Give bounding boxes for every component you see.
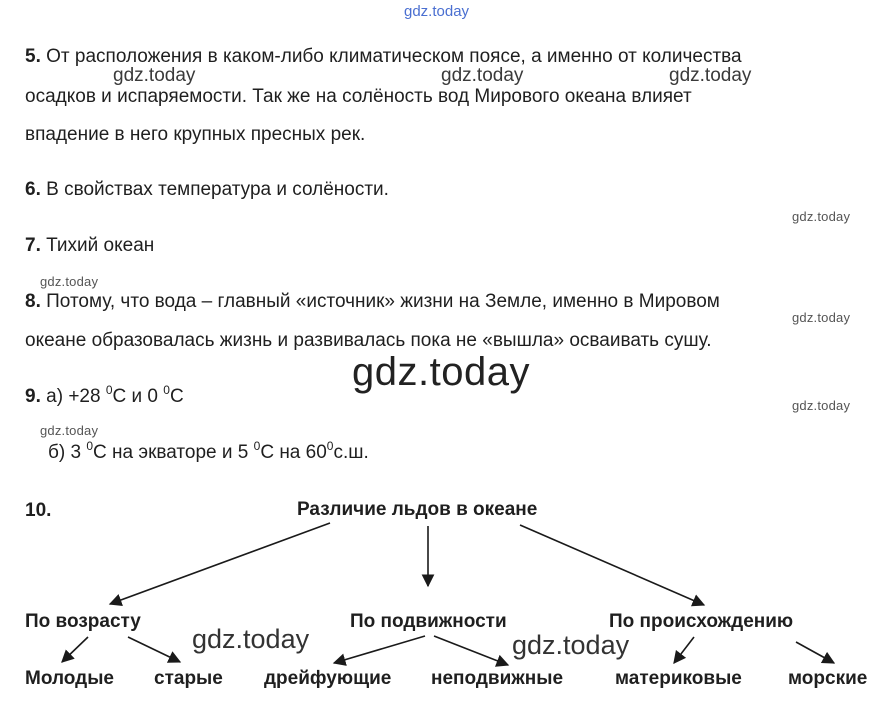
answer-7-text: Тихий океан <box>46 235 155 256</box>
degree-sup: 0 <box>326 438 334 453</box>
answer-8-number: 8. <box>25 291 41 312</box>
diagram-root: Различие льдов в океане <box>297 499 538 520</box>
arrow-mobility-to-drifting <box>334 636 425 663</box>
watermark: gdz.today <box>192 624 310 654</box>
arrow-root-to-age <box>110 523 330 604</box>
answer-9-number: 9. <box>25 386 41 407</box>
degree-sup: 0 <box>253 438 261 453</box>
leaf-young: Молодые <box>25 668 114 689</box>
watermark: gdz.today <box>441 65 524 86</box>
arrow-origin-to-sea <box>796 642 834 663</box>
arrow-age-to-young <box>62 637 88 662</box>
answer-9b-prefix: б) 3 <box>48 442 87 463</box>
answer-6-text: В свойствах температура и солёности. <box>46 179 389 200</box>
watermark-top: gdz.today <box>404 3 470 20</box>
watermark: gdz.today <box>40 423 99 438</box>
watermark: gdz.today <box>669 65 752 86</box>
watermark: gdz.today <box>792 209 851 224</box>
answer-9a-end: С <box>169 386 184 407</box>
answer-5-line3: впадение в него крупных пресных рек. <box>25 124 366 145</box>
leaf-drifting: дрейфующие <box>264 668 392 689</box>
leaf-fixed: неподвижные <box>431 668 564 689</box>
answer-9b-end: с.ш. <box>333 442 369 463</box>
degree-sup: 0 <box>105 382 113 397</box>
leaf-continental: материковые <box>615 668 742 689</box>
answer-8-line2: океане образовалась жизнь и развивалась пока не «вышла» осваивать сушу. <box>25 330 712 351</box>
answer-9a-mid: С и 0 <box>112 386 164 407</box>
answer-9b-mid1: С на экваторе и 5 <box>93 442 254 463</box>
arrow-origin-to-continental <box>674 637 694 663</box>
answer-9b-mid2: С на 60 <box>260 442 327 463</box>
watermark: gdz.today <box>512 630 630 660</box>
answer-7-number: 7. <box>25 235 41 256</box>
answer-5-line2: осадков и испаряемости. Так же на солёность вод Мирового океана влияет <box>25 86 692 107</box>
arrow-age-to-old <box>128 637 180 662</box>
answer-9a-prefix: а) +28 <box>46 386 106 407</box>
answer-5-number: 5. <box>25 46 41 67</box>
branch-origin: По происхождению <box>609 611 794 632</box>
branch-mobility: По подвижности <box>350 611 507 632</box>
watermark: gdz.today <box>792 310 851 325</box>
answer-8-text: Потому, что вода – главный «источник» жизни на Земле, именно в Мировом <box>46 291 720 312</box>
answer-10-number: 10. <box>25 500 52 521</box>
branch-age: По возрасту <box>25 611 141 632</box>
arrow-root-to-origin <box>520 525 704 605</box>
watermark-large: gdz.today <box>352 350 530 394</box>
arrow-mobility-to-fixed <box>434 636 508 665</box>
answer-5-text: От расположения в каком-либо климатическом поясе, а именно от количества <box>46 46 742 67</box>
degree-sup: 0 <box>86 438 94 453</box>
leaf-sea: морские <box>788 668 868 689</box>
watermark: gdz.today <box>40 274 99 289</box>
leaf-old: старые <box>154 668 223 689</box>
watermark: gdz.today <box>792 398 851 413</box>
degree-sup: 0 <box>163 382 170 397</box>
watermark: gdz.today <box>113 65 196 86</box>
answer-6-number: 6. <box>25 179 41 200</box>
